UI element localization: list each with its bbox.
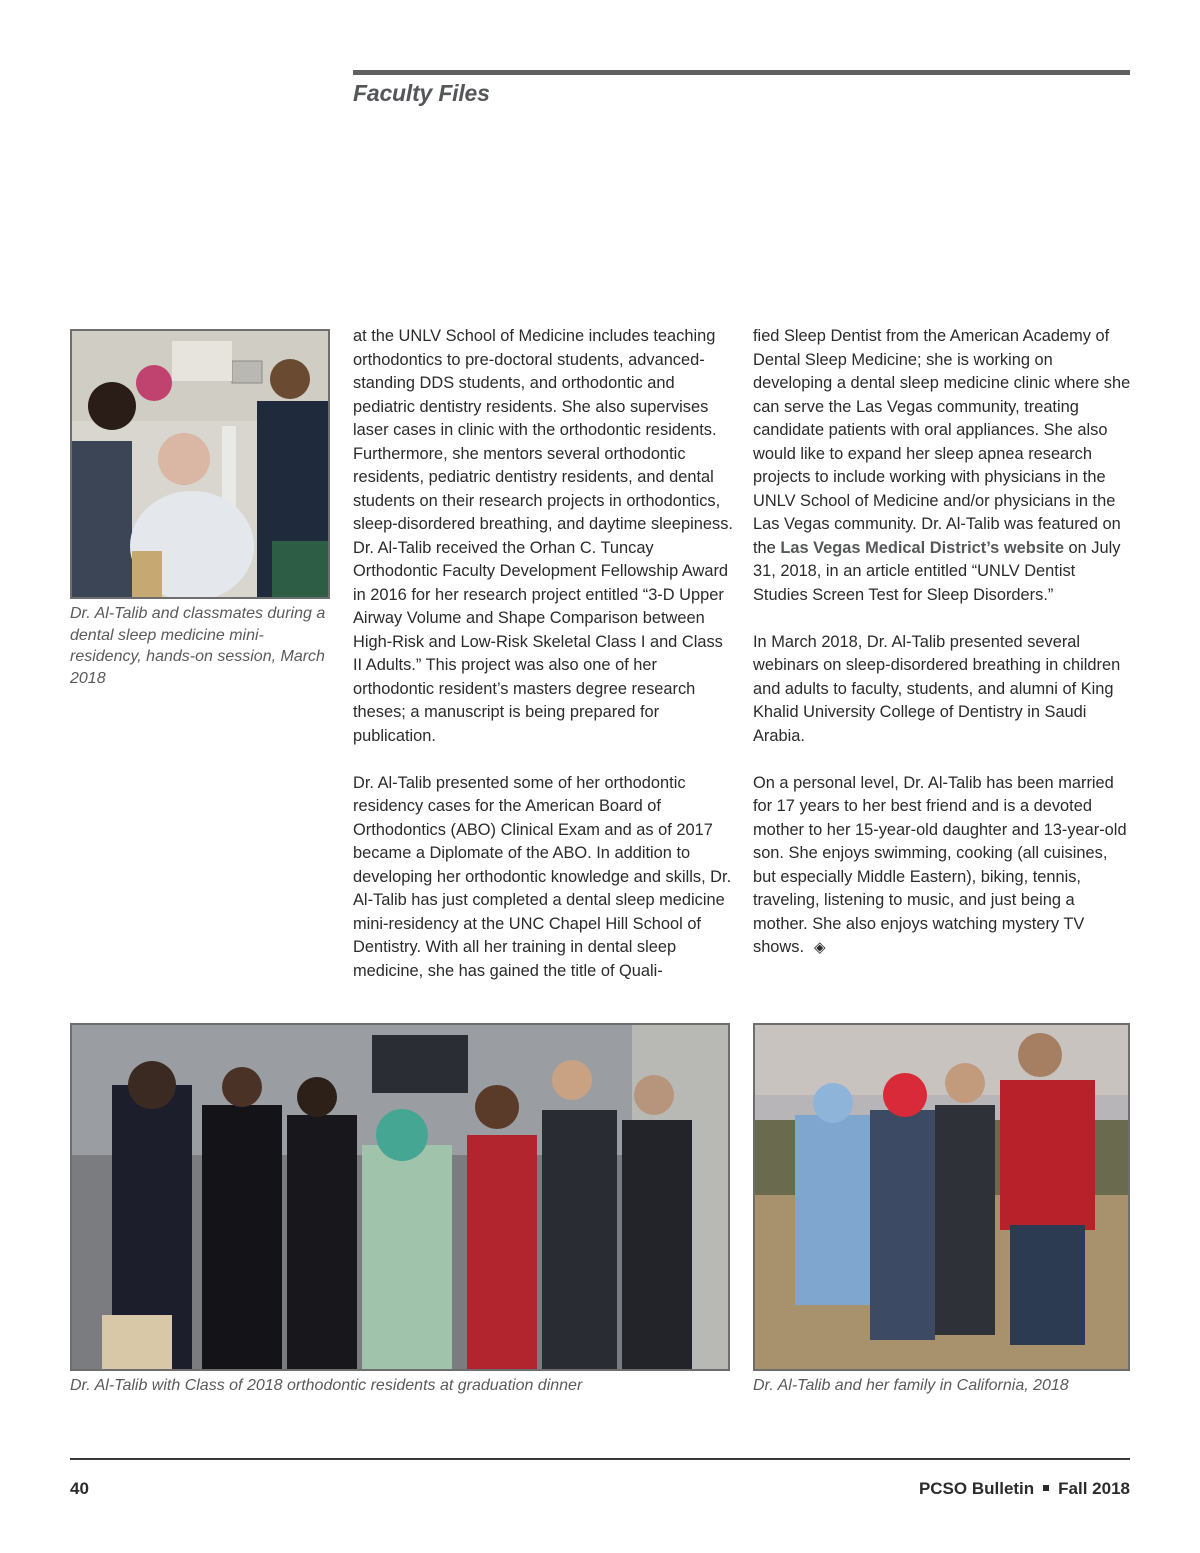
column2-paragraph-1	[753, 325, 1133, 607]
clinic-session-photo	[70, 329, 330, 599]
column2-p1-text-before: fied Sleep Dentist from the American Academy of Dental Sleep Medicine; she is working on developing a dental sleep medicine clinic where she can serve the Las Vegas community, treating candidate patients with oral appliances. She also would like to expand her sleep apnea research projects to include working with physicians in the UNLV School of Medicine and/or physicians in the Las Vegas community. Dr. Al-Talib was featured on the	[753, 327, 1131, 557]
header-rule	[353, 70, 1130, 75]
section-title: Faculty Files	[353, 80, 490, 106]
family-photo	[753, 1023, 1130, 1371]
page-number: 40	[70, 1479, 89, 1498]
las-vegas-medical-district-link[interactable]: Las Vegas Medical District’s website	[780, 538, 1064, 557]
publication-footer	[919, 1479, 1130, 1499]
footer-separator-icon	[1043, 1485, 1049, 1491]
dinner-photo-caption: Dr. Al-Talib with Class of 2018 orthodontic residents at graduation dinner	[70, 1377, 583, 1394]
column1-paragraph-1: at the UNLV School of Medicine includes teaching orthodontics to pre-doctoral students, advanced-standing DDS students, and orthodontic and pediatric dentistry residents. She also supervises laser cases in clinic with the orthodontic residents. Furthermore, she mentors several orthodontic residents, pediatric dentistry residents, and dental students on their research projects in orthodontics, sleep-disordered breathing, and daytime sleepiness. Dr. Al-Talib received the Orhan C. Tuncay Orthodontic Faculty Development Fellowship Award in 2016 for her research project entitled “3-D Upper Airway Volume and Shape Comparison between High-Risk and Low-Risk Skeletal Class I and Class II Adults.” This project was also one of her orthodontic resident’s masters degree research theses; a manuscript is being prepared for publication.	[353, 327, 733, 745]
column2-paragraph-3	[753, 772, 1133, 960]
column2-p1-text-after: on July 31, 2018, in an article entitled “UNLV Dentist Studies Screen Test for Sleep Disorders.”	[753, 538, 1121, 604]
clinic-photo-caption: Dr. Al-Talib and classmates during a dental sleep medicine mini-residency, hands-on session, March 2018	[70, 605, 326, 687]
column1-paragraph-2: Dr. Al-Talib presented some of her orthodontic residency cases for the American Board of Orthodontics (ABO) Clinical Exam and as of 2017 became a Diplomate of the ABO. In addition to developing her orthodontic knowledge and skills, Dr. Al-Talib has just completed a dental sleep medicine mini-residency at the UNC Chapel Hill School of Dentistry. With all her training in dental sleep medicine, she has gained the title of Quali-	[353, 773, 732, 980]
column2-paragraph-2: In March 2018, Dr. Al-Talib presented several webinars on sleep-disordered breathing in children and adults to faculty, students, and alumni of King Khalid University College of Dentistry in Saudi Arabia.	[753, 632, 1121, 745]
publication-name: PCSO Bulletin	[918, 1479, 1035, 1498]
issue-date: Fall 2018	[1058, 1479, 1130, 1498]
end-of-article-icon: ◈	[814, 939, 826, 956]
family-photo-caption: Dr. Al-Talib and her family in California, 2018	[753, 1377, 1069, 1394]
article-column-1	[353, 325, 733, 1007]
graduation-dinner-photo	[70, 1023, 730, 1371]
column2-p3-text: On a personal level, Dr. Al-Talib has been married for 17 years to her best friend and is a devoted mother to her 15-year-old daughter and 13-year-old son. She enjoys swimming, cooking (all cuisines, but especially Middle Eastern), biking, tennis, traveling, listening to music, and just being a mother. She also enjoys watching mystery TV shows.	[753, 773, 1127, 956]
article-column-2	[753, 325, 1133, 983]
footer-rule	[70, 1458, 1130, 1460]
